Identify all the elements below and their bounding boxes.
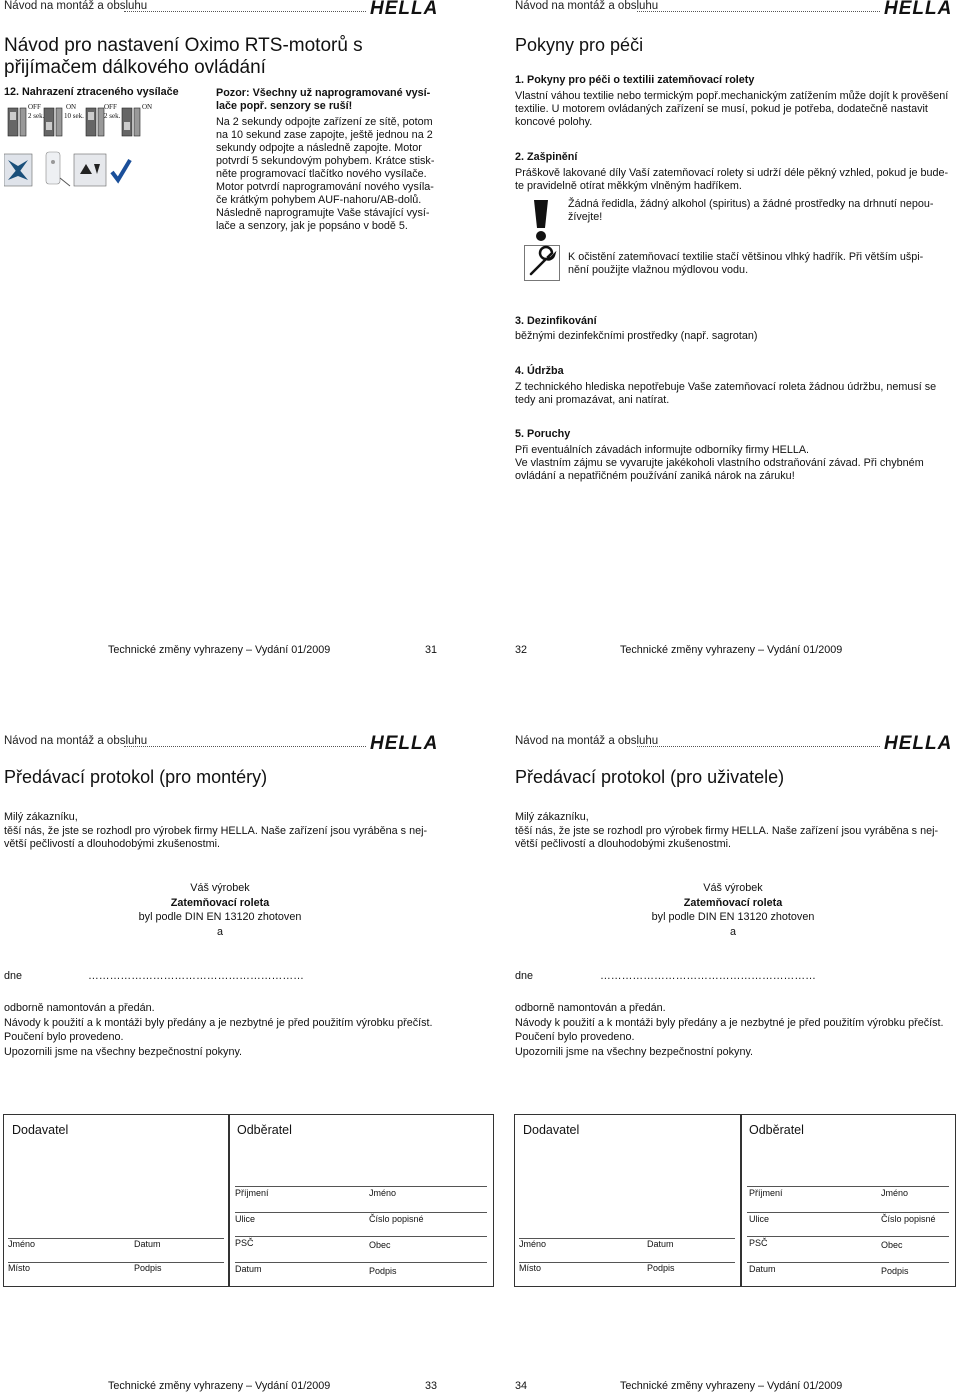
wall-switch-icon (74, 154, 106, 186)
signature-line (8, 1262, 224, 1263)
header-doc-title: Návod na montáž a obsluhu (515, 735, 659, 747)
header-doc-title: Návod na montáž a obsluhu (515, 0, 659, 12)
date-label: dne (4, 970, 23, 982)
s4-heading: 4. Údržba (515, 365, 564, 377)
warning-line-2: lače popř. senzory se ruší! (216, 100, 353, 112)
s4-text (515, 381, 936, 407)
product-line: byl podle DIN EN 13120 zhotoven (138, 911, 302, 923)
tip-note (568, 251, 923, 277)
closing-text (4, 1001, 433, 1059)
page-footer: Technické změny vyhrazeny – Vydání 01/2009 (108, 644, 331, 656)
field-label: Příjmení (749, 1188, 783, 1198)
field-label: Ulice (235, 1214, 256, 1224)
closing-line: Návody k použití a k montáži byly předány a je nezbytné je před použitím výrobku přečíst. (4, 1016, 433, 1029)
field-label: Datum (647, 1239, 674, 1249)
supplier-title: Dodavatel (12, 1123, 69, 1137)
body-line: něte programovací tlačítko nového vysílače. (216, 168, 427, 180)
intro-line: těší nás, že jste se rozhodl pro výrobek firmy HELLA. Naše zařízení jsou vyráběna s nej- (4, 825, 428, 837)
switch-time-3: 2 sek. (104, 112, 121, 120)
closing-line: odborně namontován a předán. (515, 1002, 666, 1014)
field-label: PSČ (235, 1238, 254, 1248)
field-label: Jméno (8, 1239, 36, 1249)
page-title: Předávací protokol (pro montéry) (4, 767, 268, 787)
field-label: Podpis (134, 1263, 162, 1273)
tip-line: K očistění zatemňovací textilie stačí většinou vlhký hadřík. Při větším ušpi- (568, 251, 924, 263)
s5-line: Při eventuálních závadách informujte odborníky firmy HELLA. (515, 444, 810, 456)
closing-line: odborně namontován a předán. (4, 1002, 155, 1014)
page-footer: Technické změny vyhrazeny – Vydání 01/2009 (108, 1380, 331, 1392)
field-label: Obec (881, 1240, 903, 1250)
closing-line: Návody k použití a k montáži byly předány a je nezbytné je před použitím výrobku přečíst. (515, 1016, 944, 1029)
s1-text (515, 90, 948, 129)
field-label: Jméno (519, 1239, 547, 1249)
field-label: Číslo popisné (881, 1214, 936, 1224)
customer-box (228, 1114, 494, 1287)
greeting: Milý zákazníku, (4, 811, 78, 823)
page-title-line1: Návod pro nastavení Oximo RTS-motorů s (4, 35, 363, 56)
s5-text (515, 444, 924, 483)
date-field[interactable]: …………………………………………………… (88, 970, 304, 982)
hella-logo: HELLA (370, 733, 439, 754)
field-line (747, 1262, 949, 1263)
exclamation-icon (530, 198, 552, 242)
field-line (235, 1186, 487, 1187)
header-rule (637, 11, 880, 12)
s1-heading: 1. Pokyny pro péči o textilii zatemňovací rolety (515, 74, 755, 86)
remote-diagram (4, 150, 134, 190)
date-label: dne (515, 970, 534, 982)
body-line: lače a senzory, jak je popsáno v bodě 5. (216, 220, 408, 232)
page-number: 33 (425, 1380, 438, 1392)
signature-line (519, 1238, 735, 1239)
s1-line: koncové polohy. (515, 116, 593, 128)
switch-label-3: OFF (104, 103, 117, 111)
body-line: Na 2 sekundy odpojte zařízení ze sítě, potom (216, 116, 433, 128)
field-label: Obec (369, 1240, 391, 1250)
product-block (100, 881, 340, 939)
page-number: 34 (515, 1380, 528, 1392)
breaker-switches-icon (4, 102, 154, 142)
tip-line: nění použijte vlažnou mýdlovou vodu. (568, 264, 749, 276)
body-line: Motor potvrdí naprogramování nového vysíla- (216, 181, 434, 193)
field-label: Ulice (749, 1214, 770, 1224)
s5-heading: 5. Poruchy (515, 428, 571, 440)
product-line: byl podle DIN EN 13120 zhotoven (651, 911, 815, 923)
closing-line: Poučení bylo provedeno. (4, 1031, 124, 1043)
signature-line (519, 1262, 735, 1263)
field-line (747, 1186, 949, 1187)
section-heading: 12. Nahrazení ztraceného vysílače (4, 86, 179, 98)
s1-line: Vlastní váhou textilie nebo termickým popř.mechanickým zatížením může dojít k prověšení (515, 90, 949, 102)
field-line (235, 1262, 487, 1263)
field-label: Datum (134, 1239, 161, 1249)
product-line: a (216, 925, 223, 938)
sensor-icon (4, 154, 32, 186)
supplier-box (514, 1114, 742, 1287)
s3-text: běžnými dezinfekčními prostředky (např. sagrotan) (515, 330, 758, 342)
page-footer: Technické změny vyhrazeny – Vydání 01/2009 (620, 644, 843, 656)
s5-line: ovládání a nepatřičném používání zaniká nárok na záruku! (515, 470, 795, 482)
field-label: Datum (749, 1264, 776, 1274)
supplier-box (3, 1114, 230, 1287)
body-line: Následně naprogramujte Vaše stávající vysí- (216, 207, 430, 219)
body-line: če krátkým pohybem AUF-nahoru/AB-dolů. (216, 194, 422, 206)
header-doc-title: Návod na montáž a obsluhu (4, 0, 148, 12)
closing-line: Upozornili jsme na všechny bezpečnostní pokyny. (4, 1045, 243, 1058)
wrench-icon (524, 245, 560, 281)
warning-line: Žádná ředidla, žádný alkohol (spiritus) a žádné prostředky na drhnutí nepou- (568, 198, 934, 210)
s2-line: te pravidelně otírat měkkým vlněným hadříkem. (515, 180, 742, 192)
product-line: Váš výrobek (703, 882, 763, 894)
s4-line: tedy ani promazávat, ani natírat. (515, 394, 670, 406)
greeting: Milý zákazníku, (515, 811, 589, 823)
header-doc-title: Návod na montáž a obsluhu (4, 735, 148, 747)
warning-note (568, 198, 934, 224)
product-block (613, 881, 853, 939)
s2-heading: 2. Zašpinění (515, 151, 578, 163)
page-title: Předávací protokol (pro uživatele) (515, 767, 785, 787)
closing-line: Upozornili jsme na všechny bezpečnostní pokyny. (515, 1045, 754, 1058)
switch-time-2: 10 sek. (64, 112, 84, 120)
field-line (235, 1212, 487, 1213)
header-rule (124, 746, 366, 747)
s3-heading: 3. Dezinfikování (515, 315, 597, 327)
field-label: Místo (8, 1263, 31, 1273)
switch-label-2: ON (66, 103, 77, 111)
signature-line (8, 1238, 224, 1239)
switch-label-4: ON (142, 103, 153, 111)
field-line (747, 1236, 949, 1237)
s2-text (515, 167, 948, 193)
intro-text (515, 825, 938, 851)
field-label: Datum (235, 1264, 262, 1274)
body-line: sekundy odpojte a následně zapojte. Motor (216, 142, 422, 154)
s1-line: textilie. U motorem ovládaných zařízení se musí, pokud je potřeba, dodatečně nastavit (515, 103, 928, 115)
customer-box (740, 1114, 956, 1287)
supplier-title: Dodavatel (523, 1123, 580, 1137)
field-label: Příjmení (235, 1188, 269, 1198)
intro-line: těší nás, že jste se rozhodl pro výrobek firmy HELLA. Naše zařízení jsou vyráběna s nej- (515, 825, 939, 837)
field-label: Jméno (369, 1188, 397, 1198)
header-rule (637, 746, 880, 747)
hella-logo: HELLA (884, 0, 953, 19)
page-number: 31 (425, 644, 438, 656)
field-line (235, 1236, 487, 1237)
product-line: Váš výrobek (190, 882, 250, 894)
header-rule (124, 11, 366, 12)
body-line: na 10 sekund zase zapojte, ještě jednou na 2 (216, 129, 433, 141)
field-label: PSČ (749, 1238, 768, 1248)
switch-label-1: OFF (28, 103, 41, 111)
page-footer: Technické změny vyhrazeny – Vydání 01/2009 (620, 1380, 843, 1392)
customer-title: Odběratel (749, 1123, 804, 1137)
field-label: Místo (519, 1263, 542, 1273)
closing-line: Poučení bylo provedeno. (515, 1031, 635, 1043)
customer-title: Odběratel (237, 1123, 292, 1137)
closing-text (515, 1001, 944, 1059)
field-label: Podpis (647, 1263, 675, 1273)
mains-switch-diagram (4, 102, 154, 142)
product-line: a (729, 925, 736, 938)
date-field[interactable]: …………………………………………………… (600, 970, 816, 982)
field-label: Číslo popisné (369, 1214, 424, 1224)
body-line: potvrdí 5 sekundovým pohybem. Krátce stisk- (216, 155, 435, 167)
intro-line: větší pečlivostí a dlouhodobými zkušenostmi. (4, 838, 221, 850)
s5-line: Ve vlastním zájmu se vyvarujte jakékoholi vlastního odstraňování závad. Při chybném (515, 457, 924, 469)
switch-time-1: 2 sek. (28, 112, 45, 120)
page-title-line2: přijímačem dálkového ovládání (4, 57, 266, 78)
s2-line: Práškově lakované díly Vaší zatemňovací rolety si udrží déle pěkný vzhled, pokud je bude- (515, 167, 949, 179)
instructions-body (216, 116, 434, 233)
product-name: Zatemňovací roleta (170, 896, 270, 909)
page-title: Pokyny pro péči (515, 35, 644, 55)
page-number: 32 (515, 644, 528, 656)
field-label: Podpis (369, 1266, 397, 1276)
intro-line: větší pečlivostí a dlouhodobými zkušenostmi. (515, 838, 732, 850)
transmitter-icon (46, 152, 70, 186)
product-name: Zatemňovací roleta (683, 896, 783, 909)
s4-line: Z technického hlediska nepotřebuje Vaše zatemňovací roleta žádnou údržbu, nemusí se (515, 381, 937, 393)
intro-text (4, 825, 427, 851)
warning-line-1: Pozor: Všechny už naprogramované vysí- (216, 87, 431, 99)
hella-logo: HELLA (884, 733, 953, 754)
field-label: Podpis (881, 1266, 909, 1276)
field-line (747, 1212, 949, 1213)
warning-line: žívejte! (568, 211, 603, 223)
field-label: Jméno (881, 1188, 909, 1198)
checkmark-icon (112, 160, 130, 180)
hella-logo: HELLA (370, 0, 439, 19)
